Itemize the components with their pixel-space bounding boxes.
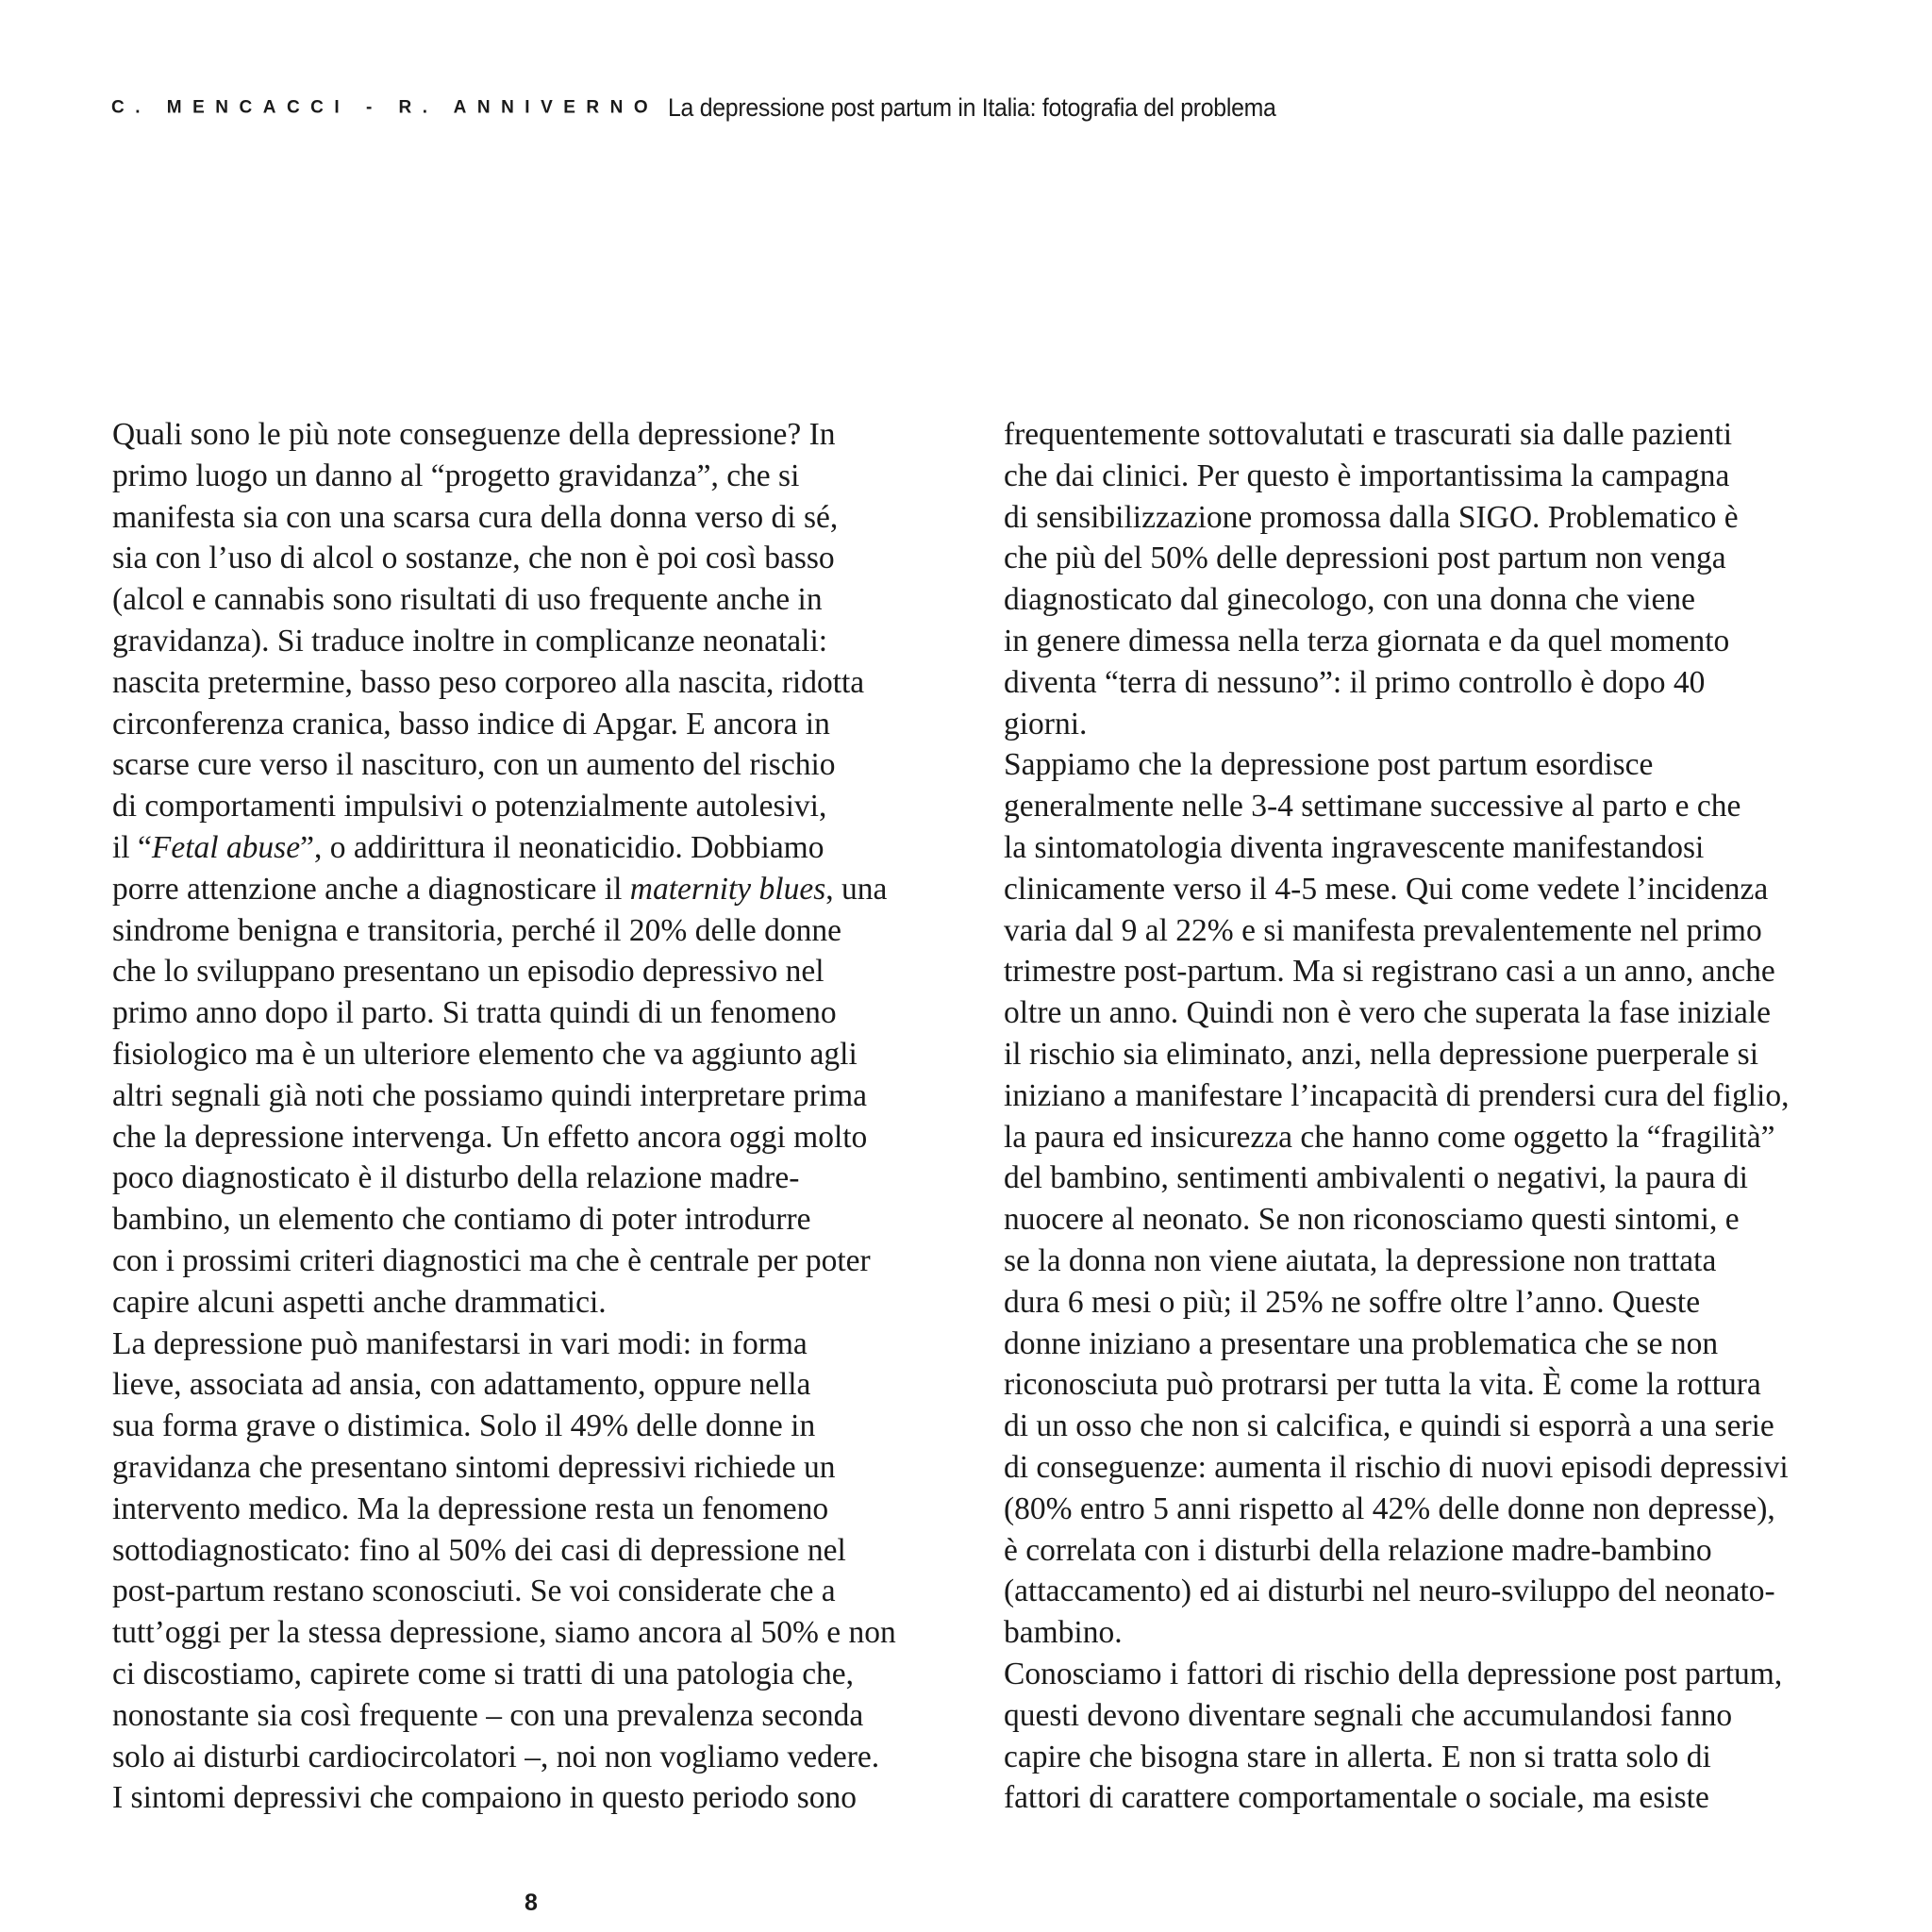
body-line: intervento medico. Ma la depressione resta un fenomeno	[112, 1491, 829, 1526]
body-line: dura 6 mesi o più; il 25% ne soffre oltre l’anno. Queste	[1004, 1284, 1701, 1320]
body-line: capire alcuni aspetti anche drammatici.	[112, 1284, 607, 1320]
body-line: che lo sviluppano presentano un episodio depressivo nel	[112, 954, 824, 990]
running-head-authors: C. MENCACCI - R. ANNIVERNO	[111, 97, 659, 118]
body-line: frequentemente sottovalutati e trascurati sia dalle pazienti	[1004, 417, 1733, 452]
body-line: trimestre post-partum. Ma si registrano casi a un anno, anche	[1004, 954, 1775, 990]
body-line-with-italic	[112, 827, 961, 869]
body-line: di un osso che non si calcifica, e quindi si esporrà a una serie	[1004, 1408, 1774, 1444]
body-line: sua forma grave o distimica. Solo il 49% delle donne in	[112, 1408, 816, 1444]
body-line: Conosciamo i fattori di rischio della depressione post partum,	[1004, 1656, 1783, 1691]
body-line: lieve, associata ad ansia, con adattamento, oppure nella	[112, 1367, 811, 1403]
page-number: 8	[525, 1890, 538, 1916]
body-line: manifesta sia con una scarsa cura della donna verso di sé,	[112, 499, 839, 535]
body-line: fattori di carattere comportamentale o sociale, ma esiste	[1004, 1780, 1709, 1816]
body-line: che più del 50% delle depressioni post partum non venga	[1004, 541, 1726, 576]
body-line: Sappiamo che la depressione post partum esordisce	[1004, 747, 1654, 783]
body-line: poco diagnosticato è il disturbo della relazione madre-	[112, 1160, 800, 1196]
body-line: oltre un anno. Quindi non è vero che superata la fase iniziale	[1004, 995, 1771, 1031]
body-line: che dai clinici. Per questo è importantissima la campagna	[1004, 458, 1730, 493]
body-line: sottodiagnosticato: fino al 50% dei casi di depressione nel	[112, 1532, 846, 1568]
body-line: diventa “terra di nessuno”: il primo controllo è dopo 40	[1004, 664, 1706, 700]
body-line: solo ai disturbi cardiocircolatori –, noi non vogliamo vedere.	[112, 1739, 880, 1774]
italic-term: maternity blues	[629, 871, 826, 907]
body-line: varia dal 9 al 22% e si manifesta prevalentemente nel primo	[1004, 912, 1762, 948]
left-column	[112, 414, 961, 1819]
body-line: questi devono diventare segnali che accumulandosi fanno	[1004, 1697, 1733, 1733]
body-line: gravidanza). Si traduce inoltre in complicanze neonatali:	[112, 623, 828, 658]
body-line: il rischio sia eliminato, anzi, nella depressione puerperale si	[1004, 1036, 1759, 1072]
body-line: primo anno dopo il parto. Si tratta quindi di un fenomeno	[112, 995, 837, 1031]
body-line: è correlata con i disturbi della relazione madre-bambino	[1004, 1532, 1712, 1568]
body-line: nascita pretermine, basso peso corporeo alla nascita, ridotta	[112, 664, 865, 700]
italic-term: Fetal abuse	[151, 829, 301, 865]
body-line: La depressione può manifestarsi in vari modi: in forma	[112, 1325, 808, 1361]
body-line: post-partum restano sconosciuti. Se voi considerate che a	[112, 1574, 836, 1609]
body-line: altri segnali già noti che possiamo quindi interpretare prima	[112, 1077, 868, 1113]
body-line: di sensibilizzazione promossa dalla SIGO. Problematico è	[1004, 499, 1739, 535]
body-line: la sintomatologia diventa ingravescente manifestandosi	[1004, 829, 1705, 865]
body-line: giorni.	[1004, 706, 1088, 741]
body-line-with-italic	[112, 869, 961, 910]
body-line: iniziano a manifestare l’incapacità di prendersi cura del figlio,	[1004, 1077, 1790, 1113]
body-text: ”, o addirittura il neonaticidio. Dobbiamo	[300, 829, 824, 865]
body-line: la paura ed insicurezza che hanno come oggetto la “fragilità”	[1004, 1119, 1775, 1155]
body-line: (80% entro 5 anni rispetto al 42% delle donne non depresse),	[1004, 1491, 1775, 1526]
body-text: porre attenzione anche a diagnosticare il	[112, 871, 630, 907]
running-head	[111, 91, 1329, 125]
body-line: gravidanza che presentano sintomi depressivi richiede un	[112, 1449, 836, 1485]
body-line: sia con l’uso di alcol o sostanze, che non è poi così basso	[112, 541, 835, 576]
body-line: di comportamenti impulsivi o potenzialmente autolesivi,	[112, 789, 827, 824]
body-line: generalmente nelle 3-4 settimane successive al parto e che	[1004, 789, 1741, 824]
right-column	[1004, 414, 1853, 1819]
body-line: riconosciuta può protrarsi per tutta la vita. È come la rottura	[1004, 1367, 1761, 1403]
running-head-title: La depressione post partum in Italia: fotografia del problema	[668, 93, 1276, 123]
body-line: sindrome benigna e transitoria, perché il 20% delle donne	[112, 912, 842, 948]
body-line: scarse cure verso il nascituro, con un aumento del rischio	[112, 747, 836, 783]
body-line: clinicamente verso il 4-5 mese. Qui come vedete l’incidenza	[1004, 871, 1769, 907]
body-line: diagnosticato dal ginecologo, con una donna che viene	[1004, 582, 1696, 618]
body-line: di conseguenze: aumenta il rischio di nuovi episodi depressivi	[1004, 1449, 1789, 1485]
body-line: fisiologico ma è un ulteriore elemento che va aggiunto agli	[112, 1036, 858, 1072]
body-line: primo luogo un danno al “progetto gravidanza”, che si	[112, 458, 800, 493]
body-line: ci discostiamo, capirete come si tratti di una patologia che,	[112, 1656, 855, 1691]
body-line: bambino, un elemento che contiamo di poter introdurre	[112, 1202, 811, 1238]
body-line: donne iniziano a presentare una problematica che se non	[1004, 1325, 1719, 1361]
body-line: Quali sono le più note conseguenze della depressione? In	[112, 417, 836, 452]
body-line: I sintomi depressivi che compaiono in questo periodo sono	[112, 1780, 857, 1816]
body-line: bambino.	[1004, 1615, 1123, 1651]
body-line: se la donna non viene aiutata, la depressione non trattata	[1004, 1242, 1717, 1278]
body-line: del bambino, sentimenti ambivalenti o negativi, la paura di	[1004, 1160, 1748, 1196]
body-line: nonostante sia così frequente – con una prevalenza seconda	[112, 1697, 864, 1733]
body-line: (alcol e cannabis sono risultati di uso frequente anche in	[112, 582, 823, 618]
body-line: con i prossimi criteri diagnostici ma che è centrale per poter	[112, 1242, 871, 1278]
body-line: nuocere al neonato. Se non riconosciamo questi sintomi, e	[1004, 1202, 1740, 1238]
body-line: tutt’oggi per la stessa depressione, siamo ancora al 50% e non	[112, 1615, 896, 1651]
body-line: capire che bisogna stare in allerta. E non si tratta solo di	[1004, 1739, 1711, 1774]
body-line: in genere dimessa nella terza giornata e da quel momento	[1004, 623, 1730, 658]
body-line: (attaccamento) ed ai disturbi nel neuro-sviluppo del neonato-	[1004, 1574, 1775, 1609]
body-text: il “	[112, 829, 152, 865]
body-line: che la depressione intervenga. Un effetto ancora oggi molto	[112, 1119, 868, 1155]
body-text: , una	[825, 871, 888, 907]
body-line: circonferenza cranica, basso indice di Apgar. E ancora in	[112, 706, 830, 741]
